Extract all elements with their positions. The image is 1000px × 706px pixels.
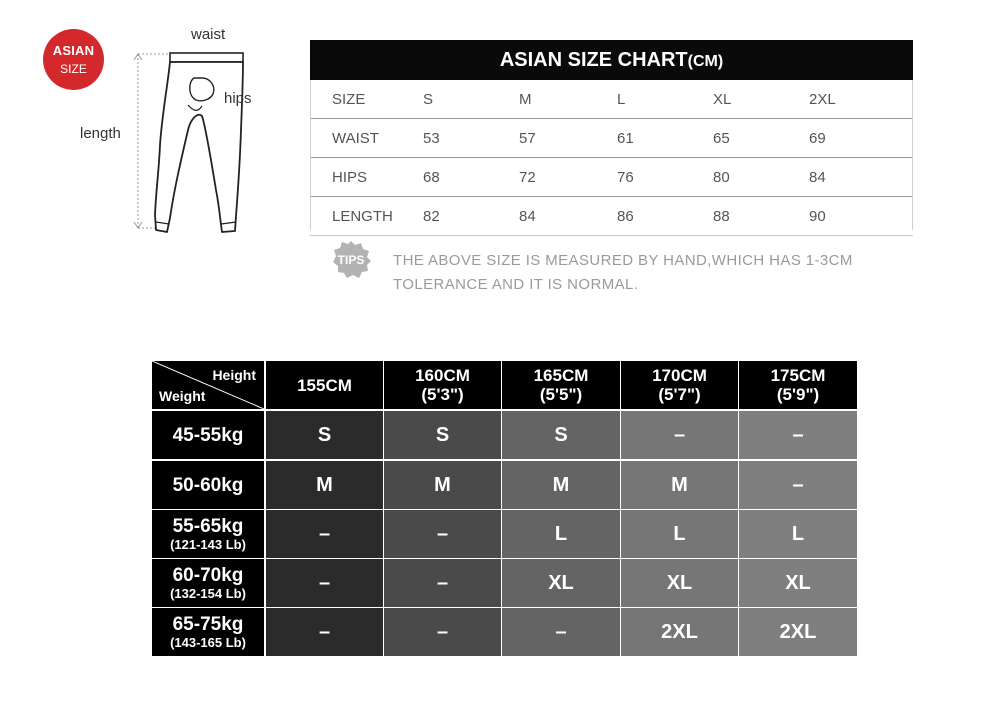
weight-header xyxy=(152,559,264,607)
asian-size-chart xyxy=(310,40,913,236)
size-cell: – xyxy=(384,559,501,607)
size-cell: – xyxy=(266,559,383,607)
size-cell: XL xyxy=(502,559,620,607)
size-cell: – xyxy=(621,411,738,459)
size-cell: S xyxy=(502,411,620,459)
height-header xyxy=(621,361,738,409)
size-chart-title xyxy=(310,40,913,80)
weight-header xyxy=(152,510,264,558)
weight-header xyxy=(152,411,264,459)
size-header-row xyxy=(310,80,913,119)
tips-icon xyxy=(331,239,371,279)
hips-label: hips xyxy=(224,90,252,107)
size-cell: – xyxy=(266,608,383,656)
table-cell: 86 xyxy=(617,197,713,236)
table-cell: 76 xyxy=(617,158,713,197)
header-cell: SIZE xyxy=(310,80,423,119)
height-cm: 155CM xyxy=(297,375,352,395)
matrix-corner xyxy=(152,361,264,409)
table-cell: 68 xyxy=(423,158,519,197)
weight-kg: 60-70kg xyxy=(172,564,244,586)
height-ft: (5'3") xyxy=(421,385,464,404)
table-left-border xyxy=(310,80,311,230)
size-cell: 2XL xyxy=(621,608,738,656)
table-cell: 80 xyxy=(713,158,809,197)
height-cm: 175CM xyxy=(770,366,826,385)
table-cell: 65 xyxy=(713,119,809,158)
row-label: WAIST xyxy=(310,119,423,158)
size-cell: – xyxy=(502,608,620,656)
size-cell: M xyxy=(384,461,501,509)
height-cm: 160CM xyxy=(415,366,470,385)
header-cell: L xyxy=(617,80,713,119)
table-right-border xyxy=(912,80,913,230)
size-cell: M xyxy=(621,461,738,509)
weight-kg: 50-60kg xyxy=(172,474,244,496)
tips-line1: THE ABOVE SIZE IS MEASURED BY HAND,WHICH HAS 1-3CM xyxy=(393,252,853,269)
height-cm: 165CM xyxy=(533,366,589,385)
weight-kg: 65-75kg xyxy=(172,613,244,635)
height-ft: (5'5") xyxy=(539,385,583,404)
table-cell: 61 xyxy=(617,119,713,158)
tips-badge-text: TIPS xyxy=(337,253,365,267)
weight-lb: (121-143 Lb) xyxy=(170,536,246,552)
height-header xyxy=(266,361,383,409)
height-ft: (5'7") xyxy=(658,385,701,404)
size-cell: XL xyxy=(621,559,738,607)
size-cell: L xyxy=(739,510,857,558)
size-cell: M xyxy=(266,461,383,509)
header-cell: XL xyxy=(713,80,809,119)
length-row xyxy=(310,197,913,236)
table-cell: 90 xyxy=(809,197,913,236)
height-header xyxy=(739,361,857,409)
weight-header xyxy=(152,461,264,509)
size-cell: – xyxy=(739,461,857,509)
badge-line1: ASIAN xyxy=(52,43,95,58)
table-cell: 82 xyxy=(423,197,519,236)
weight-lb: (143-165 Lb) xyxy=(170,634,246,650)
weight-kg: 55-65kg xyxy=(172,515,244,537)
weight-kg: 45-55kg xyxy=(172,424,244,446)
size-cell: 2XL xyxy=(739,608,857,656)
size-cell: L xyxy=(621,510,738,558)
table-cell: 84 xyxy=(809,158,913,197)
corner-height-label: Height xyxy=(212,367,256,383)
pants-diagram xyxy=(70,20,270,250)
badge-line2: SIZE xyxy=(60,62,87,76)
height-ft: (5'9") xyxy=(776,385,820,404)
hips-row xyxy=(310,158,913,197)
header-cell: 2XL xyxy=(809,80,913,119)
size-cell: – xyxy=(384,510,501,558)
size-cell: – xyxy=(739,411,857,459)
size-chart-title-main: ASIAN SIZE CHART xyxy=(499,48,688,71)
waist-label: waist xyxy=(191,26,226,43)
tips-text xyxy=(393,249,913,297)
table-cell: 69 xyxy=(809,119,913,158)
table-cell: 72 xyxy=(519,158,617,197)
table-cell: 84 xyxy=(519,197,617,236)
height-weight-matrix xyxy=(152,361,857,657)
table-cell: 57 xyxy=(519,119,617,158)
size-cell: M xyxy=(502,461,620,509)
tips-line2: TOLERANCE AND IT IS NORMAL. xyxy=(393,276,639,293)
size-cell: – xyxy=(384,608,501,656)
header-cell: M xyxy=(519,80,617,119)
height-header xyxy=(384,361,501,409)
size-cell: S xyxy=(384,411,501,459)
length-label: length xyxy=(80,125,121,142)
height-cm: 170CM xyxy=(652,366,707,385)
size-cell: L xyxy=(502,510,620,558)
corner-weight-label: Weight xyxy=(159,388,206,404)
row-label: LENGTH xyxy=(310,197,423,236)
waist-row xyxy=(310,119,913,158)
size-chart-title-unit: (CM) xyxy=(687,52,724,70)
weight-lb: (132-154 Lb) xyxy=(170,585,246,601)
table-cell: 88 xyxy=(713,197,809,236)
header-cell: S xyxy=(423,80,519,119)
height-header xyxy=(502,361,620,409)
weight-header xyxy=(152,608,264,656)
size-cell: XL xyxy=(739,559,857,607)
size-cell: – xyxy=(266,510,383,558)
table-cell: 53 xyxy=(423,119,519,158)
row-label: HIPS xyxy=(310,158,423,197)
size-cell: S xyxy=(266,411,383,459)
